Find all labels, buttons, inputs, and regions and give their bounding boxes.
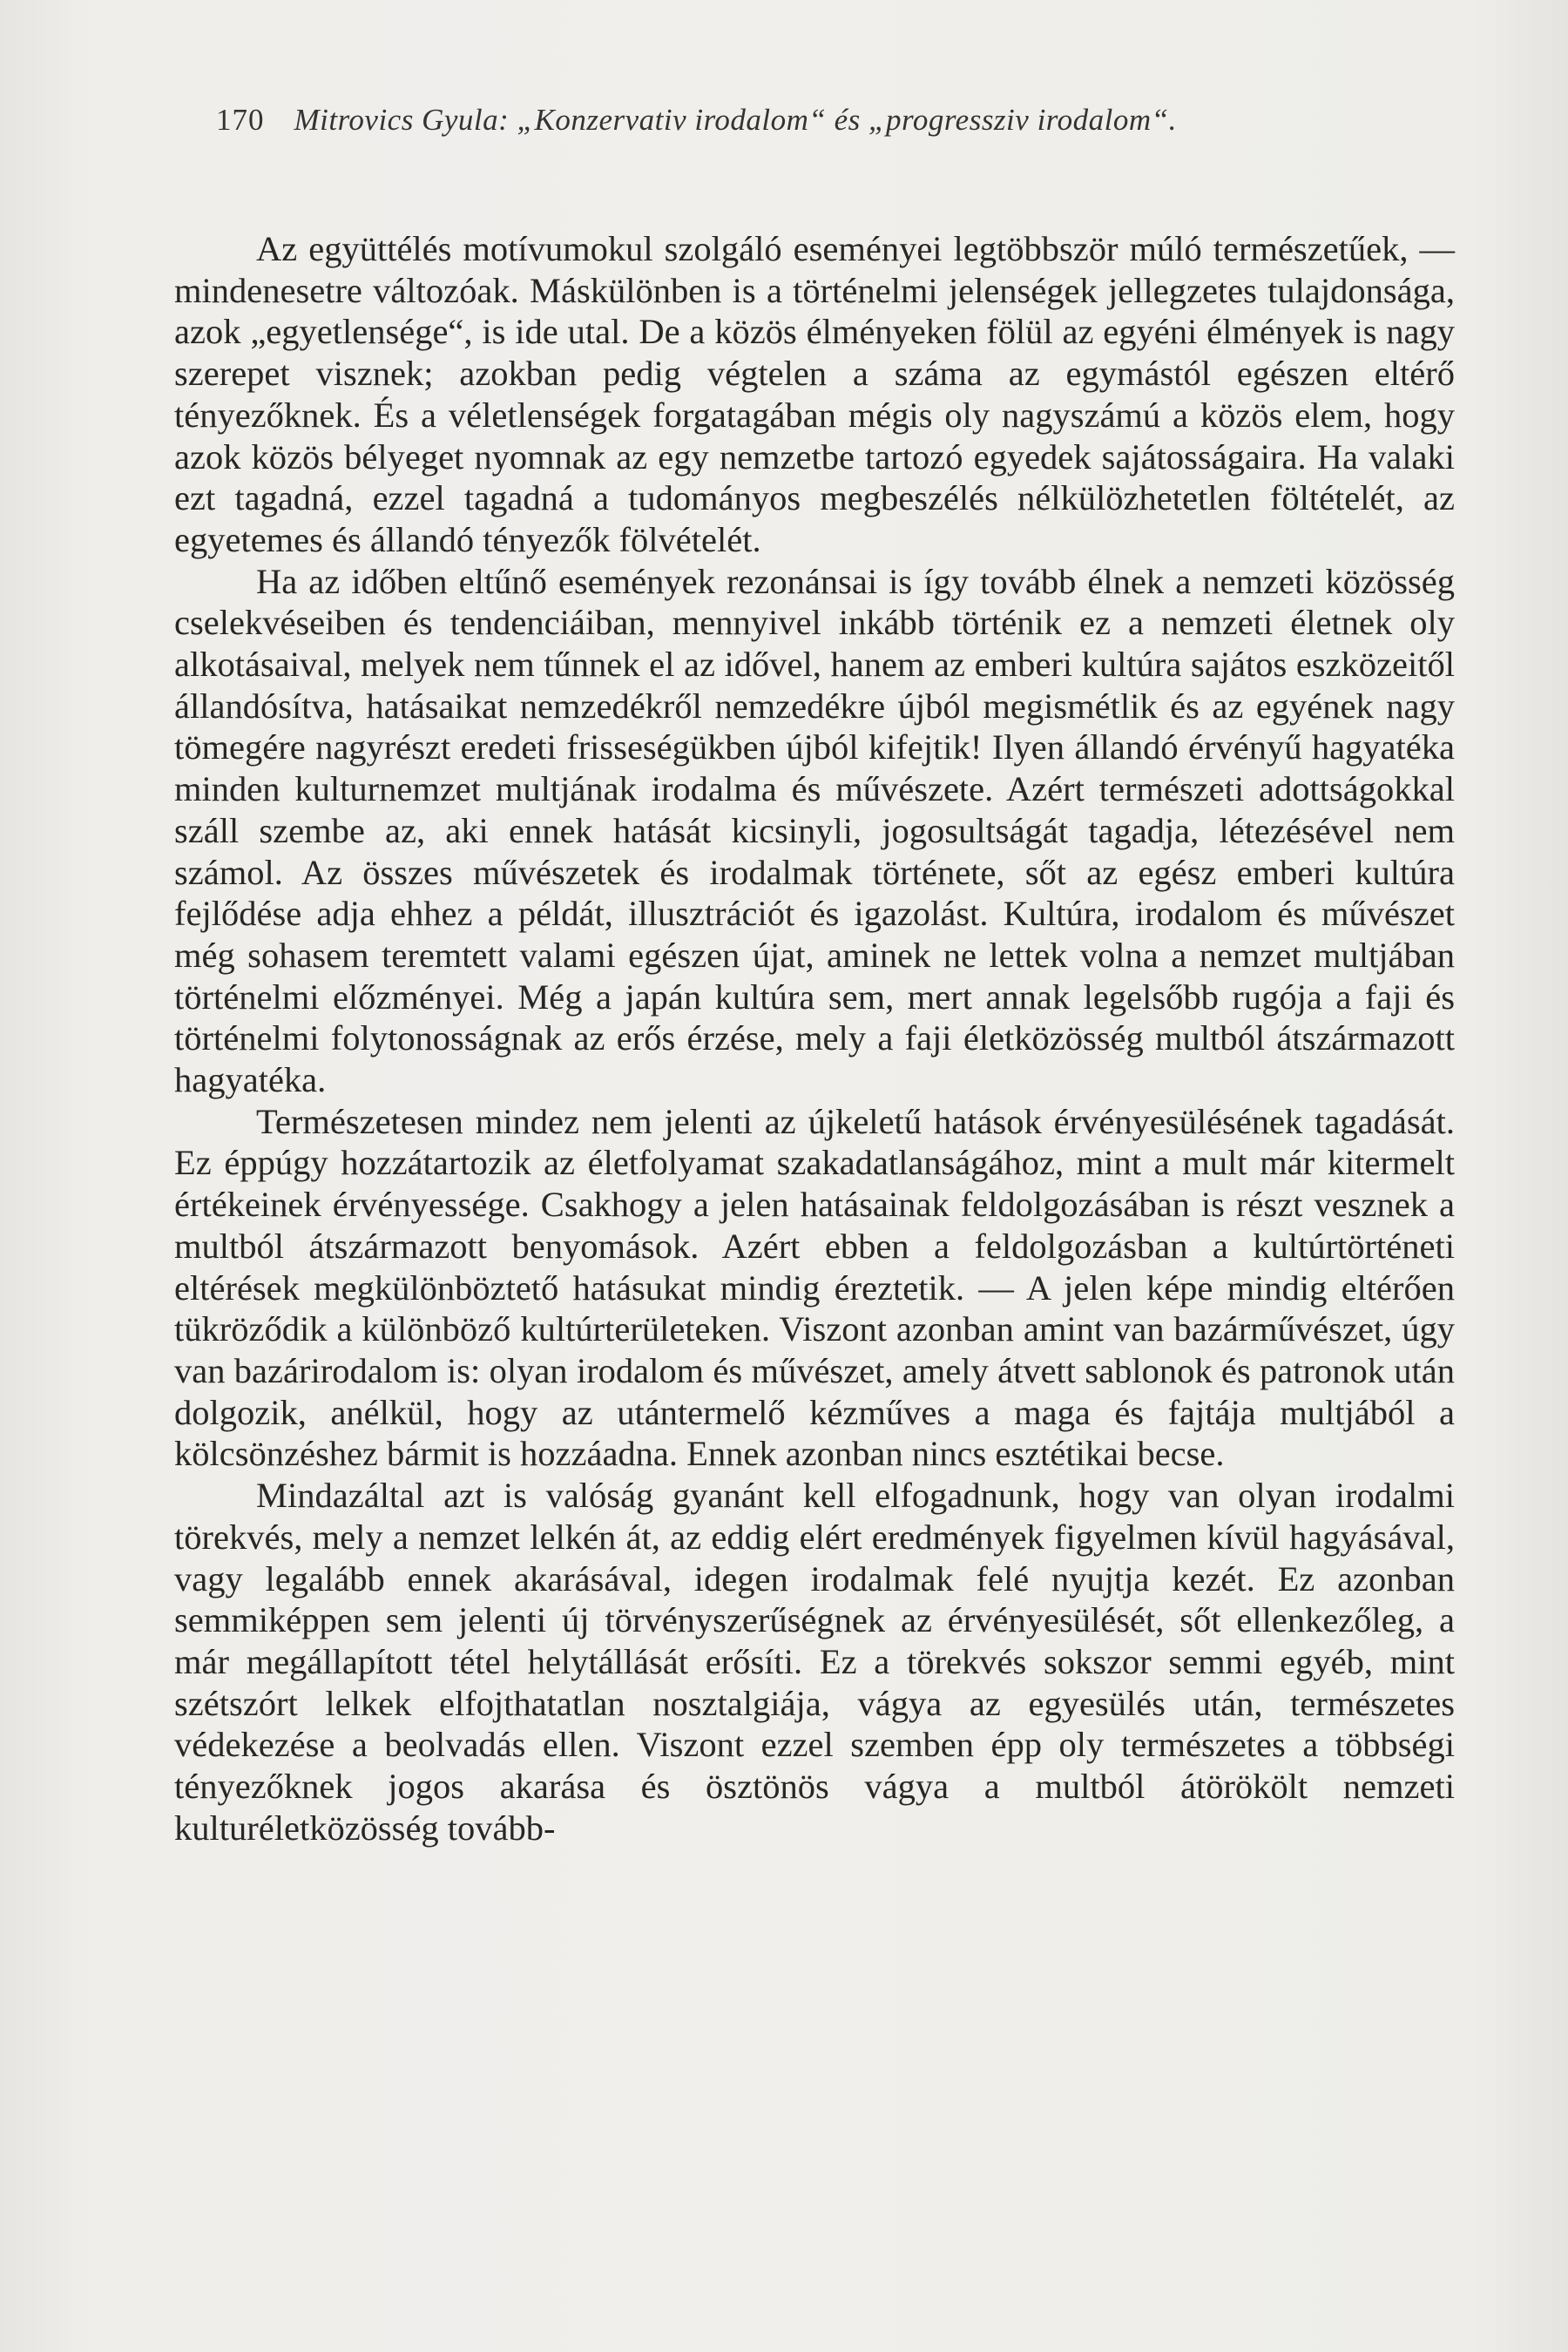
running-header — [216, 103, 1453, 138]
paragraph-2: Ha az időben eltűnő események rezonánsai is így tovább élnek a nemzeti közösség cselekvéseiben és tendenciáiban, mennyivel inkább történik ez a nemzeti életnek oly alkotásaival, melyek nem tűnnek el az idővel, hanem az emberi kultúra sajátos eszközeitől állandósítva, hatásaikat nemzedékről nemzedékre újból megismétlik és az egyének nagy tömegére nagyrészt eredeti frisseségükben újból kifejtik! Ilyen állandó érvényű hagyatéka minden kulturnemzet multjának irodalma és művészete. Azért természeti adottságokkal száll szembe az, aki ennek hatását kicsinyli, jogosultságát tagadja, létezésével nem számol. Az összes művészetek és irodalmak története, sőt az egész emberi kultúra fejlődése adja ehhez a példát, illusztrációt és igazolást. Kultúra, irodalom és művészet még sohasem teremtett valami egészen újat, aminek ne lettek volna a nemzet multjában történelmi előzményei. Még a japán kultúra sem, mert annak legelsőbb rugója a faji és történelmi folytonosságnak az erős érzése, mely a faji életközösség multból átszármazott hagyatéka. — [174, 561, 1455, 1100]
paragraph-4: Mindazáltal azt is valóság gyanánt kell elfogadnunk, hogy van olyan irodalmi törekvés, mely a nemzet lelkén át, az eddig elért eredmények figyelmen kívül hagyásával, vagy legalább ennek akarásával, idegen irodalmak felé nyujtja kezét. Ez azonban semmiképpen sem jelenti új törvényszerűségnek az érvényesülését, sőt ellenkezőleg, a már megállapított tétel helytállását erősíti. Ez a törekvés sokszor semmi egyéb, mint szétszórt lelkek elfojthatatlan nosztalgiája, vágya az egyesülés után, természetes védekezése a beolvadás ellen. Viszont ezzel szemben épp oly természetes a többségi tényezőknek jogos akarása és ösztönös vágya a multból átörökölt nemzeti kulturéletközösség tovább- — [174, 1476, 1455, 1848]
paragraph-1: Az együttélés motívumokul szolgáló eseményei legtöbbször múló természetűek, — mindenesetre változóak. Máskülönben is a történelmi jelenségek jellegzetes tulajdonsága, azok „egyetlensége“, is ide utal. De a közös élményeken fölül az egyéni élmények is nagy szerepet visznek; azokban pedig végtelen a száma az egymástól egészen eltérő tényezőknek. És a véletlenségek forgatagában mégis oly nagyszámú a közös elem, hogy azok közös bélyeget nyomnak az egy nemzetbe tartozó egyedek sajátosságaira. Ha valaki ezt tagadná, ezzel tagadná a tudományos megbeszélés nélkülözhetetlen föltételét, az egyetemes és állandó tényezők fölvételét. — [174, 229, 1455, 559]
page-number: 170 — [216, 103, 265, 137]
paragraph-3: Természetesen mindez nem jelenti az újkeletű hatások érvényesülésének tagadását. Ez éppúgy hozzátartozik az életfolyamat szakadatlanságához, mint a mult már kitermelt értékeinek érvényessége. Csakhogy a jelen hatásainak feldolgozásában is részt vesznek a multból átszármazott benyomások. Azért ebben a feldolgozásban a kultúrtörténeti eltérések megkülönböztető hatásukat mindig éreztetik. — A jelen képe mindig eltérően tükröződik a különböző kultúrterületeken. Viszont azonban amint van bazárművészet, úgy van bazárirodalom is: olyan irodalom és művészet, amely átvett sablonok és patronok után dolgozik, anélkül, hogy az utántermelő kézműves a maga és fajtája multjából a kölcsönzéshez bármit is hozzáadna. Ennek azonban nincs esztétikai becse. — [174, 1101, 1455, 1474]
running-title: Mitrovics Gyula: „Konzervativ irodalom“ és „progressziv irodalom“. — [294, 103, 1177, 137]
body-text — [174, 228, 1455, 1848]
